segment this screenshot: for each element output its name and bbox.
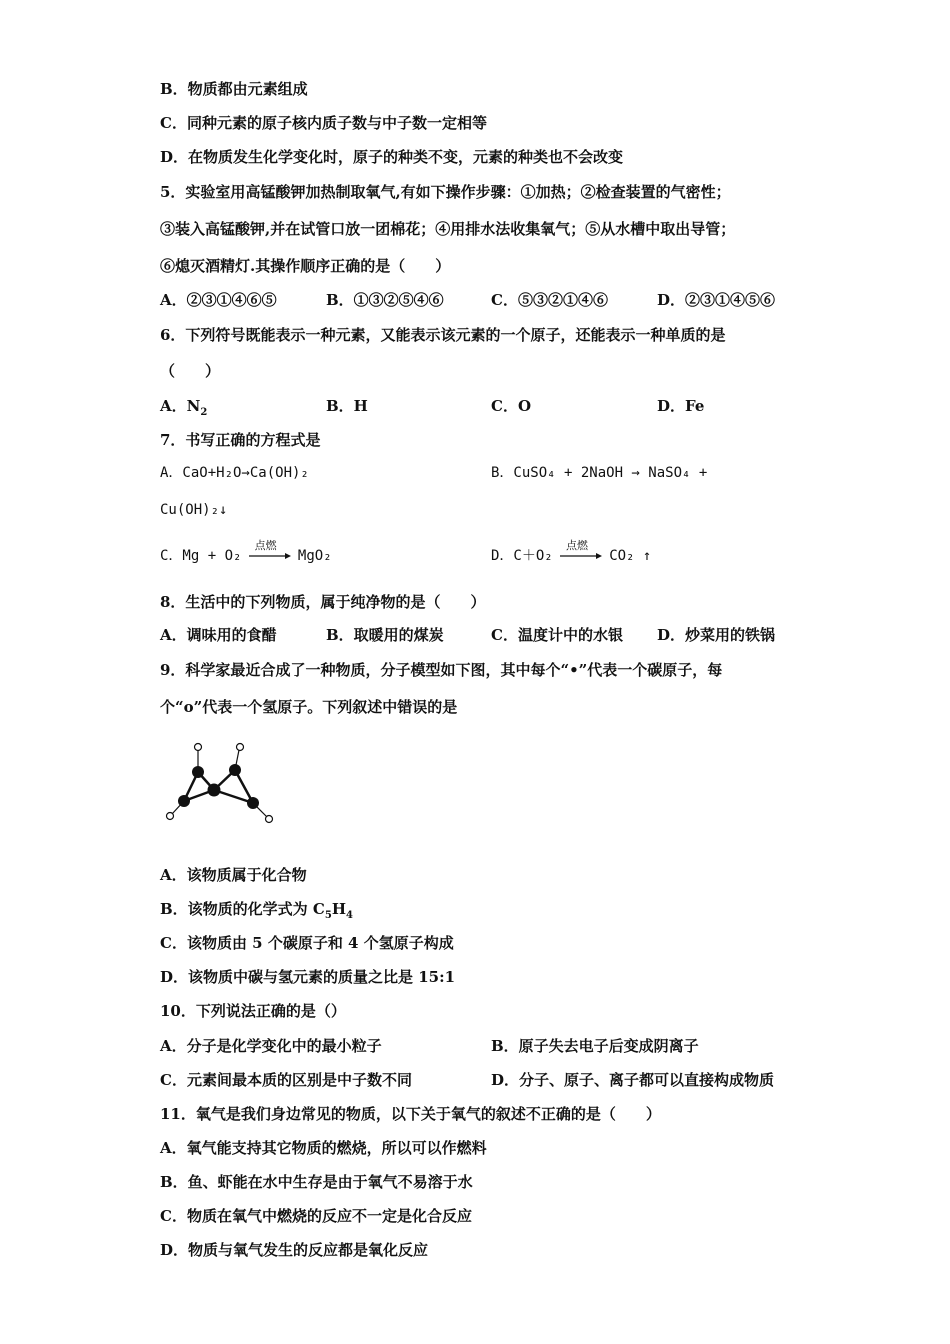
q5-stem-line-1: 5．实验室用高锰酸钾加热制取氧气,有如下操作步骤：①加热；②检查装置的气密性； <box>160 183 731 201</box>
q9-option-b-h: H <box>331 900 346 918</box>
q7-option-b-equation-cont: Cu(OH)₂↓ <box>160 502 228 518</box>
q6-option-c: C．O <box>491 397 532 415</box>
q7-option-c-reactants: C．Mg + O₂ <box>160 548 242 564</box>
carbon-atom <box>192 766 204 778</box>
q7-option-b-continued <box>160 500 227 518</box>
q9-option-b <box>160 898 353 921</box>
q9-option-b-sub-h: 4 <box>346 910 353 921</box>
carbon-atom <box>178 795 190 807</box>
q9-option-b-sub-c: 5 <box>324 910 332 921</box>
q8-option-c: C．温度计中的水银 <box>491 626 623 644</box>
arrow-right-icon <box>560 552 602 560</box>
q9-stem-line-2: 个“o”代表一个氢原子。下列叙述中错误的是 <box>160 698 458 716</box>
reaction-arrow-icon <box>560 539 602 563</box>
q6-option-a-subscript: 2 <box>200 407 208 418</box>
q9-option-c: C．该物质由 5 个碳原子和 4 个氢原子构成 <box>160 934 454 952</box>
q5-stem-line-3: ⑥熄灭酒精灯.其操作顺序正确的是（ ） <box>160 257 451 275</box>
q11-option-c: C．物质在氧气中燃烧的反应不一定是化合反应 <box>160 1207 472 1225</box>
reaction-condition: 点燃 <box>565 539 588 552</box>
q7-option-d-reactants: D．C＋O₂ <box>491 548 553 564</box>
molecule-model-diagram <box>160 738 280 828</box>
q9-option-d: D．该物质中碳与氢元素的质量之比是 15:1 <box>160 968 456 986</box>
q4-option-d: D．在物质发生化学变化时，原子的种类不变，元素的种类也不会改变 <box>160 148 624 166</box>
reaction-condition: 点燃 <box>254 539 277 552</box>
q10-option-c: C．元素间最本质的区别是中子数不同 <box>160 1071 412 1089</box>
hydrogen-atom <box>195 744 202 751</box>
q4-option-b: B．物质都由元素组成 <box>160 80 308 98</box>
q7-option-d <box>491 539 652 565</box>
q10-option-a: A．分子是化学变化中的最小粒子 <box>160 1037 382 1055</box>
q11-option-a: A．氧气能支持其它物质的燃烧，所以可以作燃料 <box>160 1139 487 1157</box>
q7-option-c <box>160 539 332 565</box>
arrow-right-icon <box>249 552 291 560</box>
q8-option-d: D．炒菜用的铁锅 <box>657 626 776 644</box>
q10-stem: 10．下列说法正确的是（） <box>160 1002 346 1020</box>
q7-option-b <box>491 462 707 482</box>
q7-option-a-equation: A．CaO+H₂O→Ca(OH)₂ <box>160 465 309 481</box>
q9-stem-line-1: 9．科学家最近合成了一种物质，分子模型如下图，其中每个“•”代表一个碳原子，每 <box>160 661 723 679</box>
q6-option-a-text: A．N <box>160 397 201 415</box>
hydrogen-atom <box>237 744 244 751</box>
q5-option-a: A．②③①④⑥⑤ <box>160 291 277 309</box>
q7-option-b-equation: B．CuSO₄ + 2NaOH → NaSO₄ + <box>491 465 708 481</box>
q11-option-b: B．鱼、虾能在水中生存是由于氧气不易溶于水 <box>160 1173 473 1191</box>
q11-stem: 11．氧气是我们身边常见的物质，以下关于氧气的叙述不正确的是（ ） <box>160 1105 661 1123</box>
q6-option-a <box>160 395 207 418</box>
q5-option-d: D．②③①④⑤⑥ <box>657 291 776 309</box>
q7-option-a <box>160 462 309 482</box>
q8-option-b: B．取暖用的煤炭 <box>326 626 444 644</box>
carbon-atom <box>247 797 259 809</box>
q7-stem: 7．书写正确的方程式是 <box>160 431 321 449</box>
q6-option-b: B．H <box>326 397 368 415</box>
q6-stem-line-1: 6．下列符号既能表示一种元素，又能表示该元素的一个原子，还能表示一种单质的是 <box>160 326 726 344</box>
q6-stem-line-2: （ ） <box>160 362 221 380</box>
q10-option-b: B．原子失去电子后变成阴离子 <box>491 1037 699 1055</box>
q8-option-a: A．调味用的食醋 <box>160 626 277 644</box>
q6-option-d: D．Fe <box>657 397 705 415</box>
q9-option-a: A．该物质属于化合物 <box>160 866 307 884</box>
carbon-atom <box>208 784 221 797</box>
q5-option-b: B．①③②⑤④⑥ <box>326 291 444 309</box>
q8-stem: 8．生活中的下列物质，属于纯净物的是（ ） <box>160 593 486 611</box>
carbon-atom <box>229 764 241 776</box>
hydrogen-atom <box>266 816 273 823</box>
q11-option-d: D．物质与氧气发生的反应都是氧化反应 <box>160 1241 429 1259</box>
q4-option-c: C．同种元素的原子核内质子数与中子数一定相等 <box>160 114 487 132</box>
q10-option-d: D．分子、原子、离子都可以直接构成物质 <box>491 1071 775 1089</box>
reaction-arrow-icon <box>249 539 291 563</box>
q5-stem-line-2: ③装入高锰酸钾,并在试管口放一团棉花；④用排水法收集氧气；⑤从水槽中取出导管； <box>160 220 736 238</box>
hydrogen-atom <box>167 813 174 820</box>
q9-option-b-text: B．该物质的化学式为 C <box>160 900 325 918</box>
q7-option-d-product: CO₂ ↑ <box>609 548 652 564</box>
q7-option-c-product: MgO₂ <box>297 548 332 564</box>
q5-option-c: C．⑤③②①④⑥ <box>491 291 608 309</box>
